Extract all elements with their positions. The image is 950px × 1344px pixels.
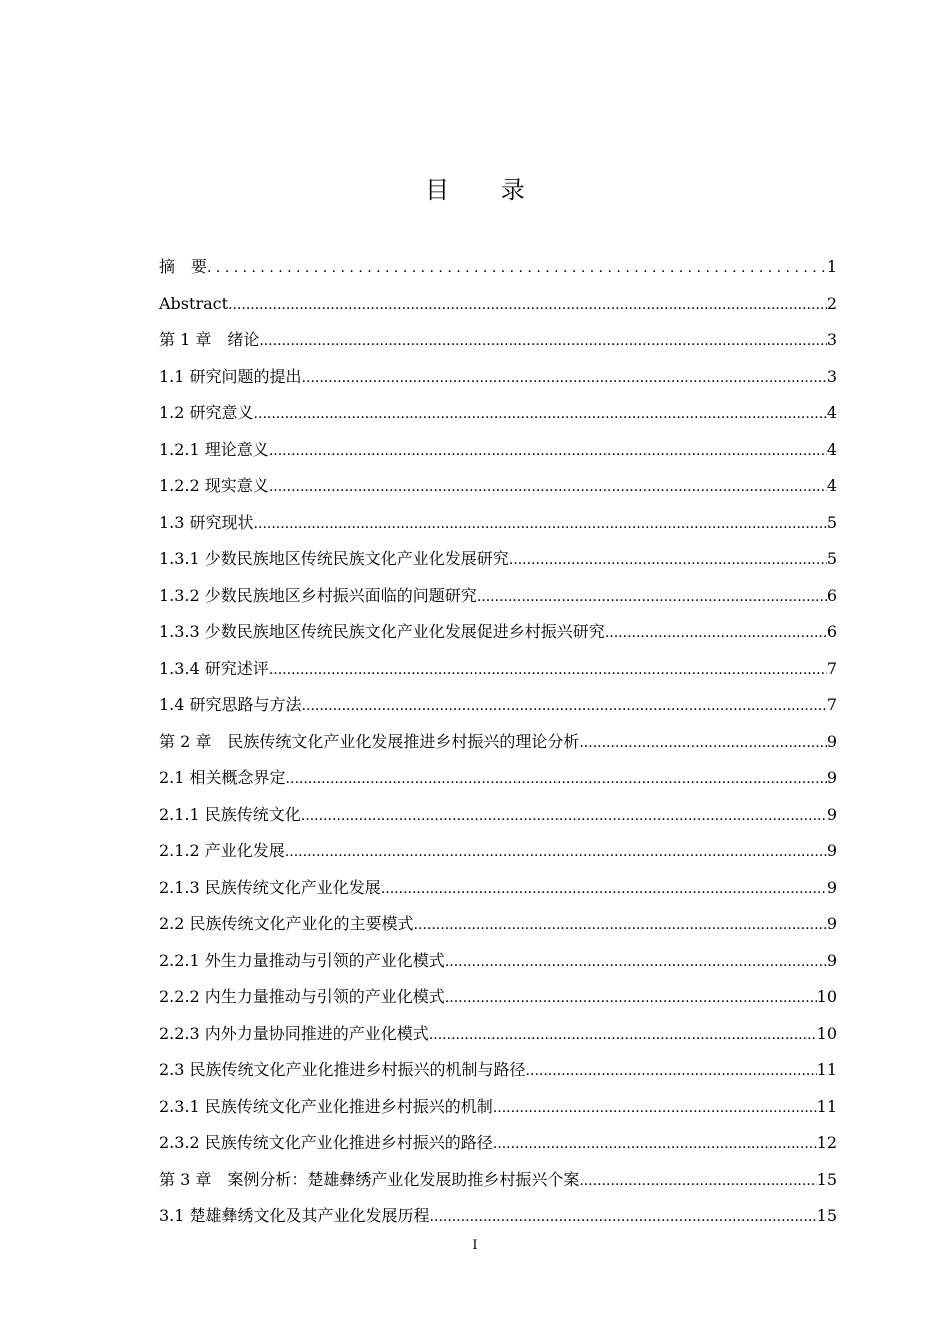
toc-leader-dots xyxy=(381,871,827,907)
toc-leader-dots xyxy=(509,542,827,578)
toc-entry-page: 15 xyxy=(816,1169,837,1189)
toc-entry-label: 2.1.2 产业化发展 xyxy=(159,841,285,860)
toc-leader-dots xyxy=(269,469,827,505)
toc-entry-label: 第 3 章 案例分析：楚雄彝绣产业化发展助推乡村振兴个案 xyxy=(159,1169,580,1189)
toc-leader-dots xyxy=(285,834,827,870)
toc-leader-dots xyxy=(477,579,827,615)
toc-entry-label: 1.4 研究思路与方法 xyxy=(159,695,302,714)
toc-entry-page: 9 xyxy=(826,841,837,860)
toc-entry[interactable] xyxy=(159,943,837,980)
toc-leader-dots xyxy=(526,1053,817,1089)
toc-entry-page: 9 xyxy=(826,950,837,970)
toc-title: 目 录 xyxy=(425,176,547,204)
toc-entry-label: 摘 要 xyxy=(159,257,208,276)
toc-entry-label: 1.1 研究问题的提出 xyxy=(159,366,302,386)
toc-entry-label: 2.2.2 内生力量推动与引领的产业化模式 xyxy=(159,987,445,1006)
toc-entry-page: 4 xyxy=(826,439,837,459)
toc-entry[interactable] xyxy=(159,1125,837,1162)
toc-entry-label: 2.1.3 民族传统文化产业化发展 xyxy=(159,877,381,897)
toc-entry[interactable] xyxy=(159,286,837,323)
toc-leader-dots xyxy=(493,1090,817,1126)
toc-entry[interactable] xyxy=(159,322,837,359)
toc-entry[interactable] xyxy=(159,651,837,688)
toc-entry-label: 2.3 民族传统文化产业化推进乡村振兴的机制与路径 xyxy=(159,1060,526,1079)
toc-entry-label: 1.3.1 少数民族地区传统民族文化产业化发展研究 xyxy=(159,549,509,568)
toc-entry-label: 2.3.1 民族传统文化产业化推进乡村振兴的机制 xyxy=(159,1096,493,1116)
toc-entry-page: 4 xyxy=(826,476,837,495)
toc-leader-dots xyxy=(259,323,826,359)
toc-entry-label: 1.3 研究现状 xyxy=(159,512,254,532)
toc-entry[interactable] xyxy=(159,432,837,469)
toc-entry[interactable] xyxy=(159,833,837,870)
toc-leader-dots xyxy=(445,944,827,980)
toc-entry[interactable] xyxy=(159,1052,837,1089)
toc-entry-page: 9 xyxy=(826,877,837,897)
toc-entry[interactable] xyxy=(159,505,837,542)
toc-leader-dots xyxy=(269,433,827,469)
toc-entry[interactable] xyxy=(159,1089,837,1126)
toc-entry-label: 1.2 研究意义 xyxy=(159,403,254,422)
toc-entry-label: 2.3.2 民族传统文化产业化推进乡村振兴的路径 xyxy=(159,1133,493,1152)
toc-entry-label: 1.3.4 研究述评 xyxy=(159,658,269,678)
toc-leader-dots xyxy=(254,506,827,542)
toc-entry-page: 11 xyxy=(816,1096,837,1116)
toc-entry-page: 7 xyxy=(826,695,837,714)
toc-entry[interactable] xyxy=(159,979,837,1016)
toc-entry[interactable] xyxy=(159,1198,837,1235)
toc-entry[interactable] xyxy=(159,1162,837,1199)
toc-entry-label: 3.1 楚雄彝绣文化及其产业化发展历程 xyxy=(159,1206,430,1225)
toc-entry[interactable] xyxy=(159,724,837,761)
toc-entry-page: 5 xyxy=(826,512,837,532)
toc-entry-page: 5 xyxy=(826,549,837,568)
toc-entry[interactable] xyxy=(159,614,837,651)
toc-entry-page: 7 xyxy=(826,658,837,678)
toc-entry-label: Abstract xyxy=(159,293,229,313)
toc-entry-label: 1.2.1 理论意义 xyxy=(159,439,269,459)
toc-leader-dots xyxy=(228,287,827,323)
toc-entry[interactable] xyxy=(159,541,837,578)
toc-entry[interactable] xyxy=(159,468,837,505)
toc-entry-label: 2.2.1 外生力量推动与引领的产业化模式 xyxy=(159,950,445,970)
toc-entry[interactable] xyxy=(159,687,837,724)
toc-entry[interactable] xyxy=(159,760,837,797)
toc-leader-dots xyxy=(301,798,827,834)
toc-entry-page: 3 xyxy=(826,366,837,386)
toc-leader-dots xyxy=(414,907,827,943)
toc-entry-page: 6 xyxy=(826,585,837,605)
toc-entry-label: 2.1.1 民族传统文化 xyxy=(159,804,301,824)
toc-entry-page: 2 xyxy=(826,293,837,313)
toc-entry[interactable] xyxy=(159,578,837,615)
toc-entry-page: 1 xyxy=(826,257,837,276)
toc-entry[interactable] xyxy=(159,395,837,432)
toc-entry-page: 6 xyxy=(826,622,837,641)
toc-entry-page: 11 xyxy=(816,1060,837,1079)
toc-leader-dots xyxy=(286,761,827,797)
toc-entry-page: 10 xyxy=(816,1023,837,1043)
toc-leader-dots xyxy=(302,688,827,724)
toc-entry-page: 9 xyxy=(826,804,837,824)
toc-leader-dots xyxy=(445,980,817,1016)
toc-leader-dots xyxy=(579,725,826,761)
toc-leader-dots xyxy=(254,396,827,432)
toc-entry-page: 3 xyxy=(826,330,837,349)
toc-leader-dots xyxy=(207,250,827,286)
toc-entry-label: 1.2.2 现实意义 xyxy=(159,476,269,495)
toc-leader-dots xyxy=(579,1163,816,1199)
table-of-contents xyxy=(159,249,837,1235)
toc-leader-dots xyxy=(605,615,827,651)
toc-leader-dots xyxy=(302,360,827,396)
toc-entry-page: 9 xyxy=(826,914,837,933)
page-number: I xyxy=(472,1238,478,1253)
toc-entry-label: 2.2.3 内外力量协同推进的产业化模式 xyxy=(159,1023,429,1043)
toc-entry[interactable] xyxy=(159,1016,837,1053)
toc-entry-label: 第 2 章 民族传统文化产业化发展推进乡村振兴的理论分析 xyxy=(159,731,580,751)
toc-entry-label: 2.2 民族传统文化产业化的主要模式 xyxy=(159,914,414,933)
toc-entry-page: 15 xyxy=(816,1206,837,1225)
toc-entry-label: 2.1 相关概念界定 xyxy=(159,768,286,787)
toc-leader-dots xyxy=(493,1126,817,1162)
toc-leader-dots xyxy=(429,1017,817,1053)
toc-entry-label: 1.3.2 少数民族地区乡村振兴面临的问题研究 xyxy=(159,585,477,605)
toc-leader-dots xyxy=(430,1199,817,1235)
toc-entry[interactable] xyxy=(159,906,837,943)
toc-entry-label: 第 1 章 绪论 xyxy=(159,330,260,349)
toc-leader-dots xyxy=(269,652,827,688)
toc-entry-page: 12 xyxy=(816,1133,837,1152)
toc-entry[interactable] xyxy=(159,797,837,834)
toc-entry[interactable] xyxy=(159,359,837,396)
toc-entry-page: 9 xyxy=(826,731,837,751)
toc-entry[interactable] xyxy=(159,870,837,907)
toc-entry[interactable] xyxy=(159,249,837,286)
toc-entry-page: 9 xyxy=(826,768,837,787)
toc-entry-label: 1.3.3 少数民族地区传统民族文化产业化发展促进乡村振兴研究 xyxy=(159,622,605,641)
toc-entry-page: 10 xyxy=(816,987,837,1006)
toc-entry-page: 4 xyxy=(826,403,837,422)
